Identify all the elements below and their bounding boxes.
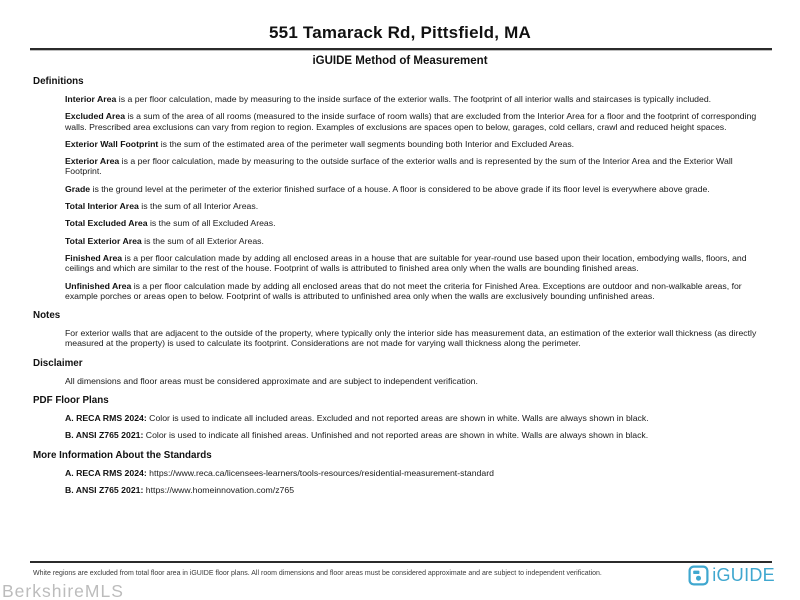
definition-total-excluded-area	[65, 218, 762, 228]
definition-text: is the ground level at the perimeter of the exterior finished surface of a house. A floor is considered to be above grade if its floor level is everywhere above grade.	[90, 183, 710, 194]
paragraph-text: For exterior walls that are adjacent to the outside of the property, where typically only the interior side has measurement data, an estimation of the exterior wall thickness (as directly measured at the property) is used to calculate its footprint. Considerations are not made for varying wall thickness along the perimeter.	[65, 328, 757, 349]
definition-term: Exterior Area	[65, 156, 120, 167]
section-heading-notes: Notes	[33, 310, 61, 322]
definition-term: Total Excluded Area	[65, 218, 148, 229]
definition-text: is a per floor calculation made by adding all enclosed areas in a house that are suitable for year-round use based upon their location, embodying walls, floors, and ceilings and which are similar to the rest of the house. Footprint of walls is attributed to finished area only when the walls are bounding finished areas.	[65, 252, 747, 274]
iguide-logo	[688, 565, 775, 586]
definition-text: is the sum of all Excluded Areas.	[147, 218, 276, 229]
berkshire-mls-watermark: BerkshireMLS	[2, 581, 124, 600]
standard-label: A. RECA RMS 2024:	[65, 467, 147, 478]
section-heading-definitions: Definitions	[33, 76, 84, 87]
paragraph-text: All dimensions and floor areas must be considered approximate and are subject to independent verification.	[65, 375, 478, 386]
definition-term: Grade	[65, 183, 91, 194]
section-heading-disclaimer: Disclaimer	[33, 357, 83, 369]
definition-total-exterior-area	[65, 236, 762, 246]
definition-text: is the sum of all Interior Areas.	[138, 201, 259, 212]
standard-text: Color is used to indicate all finished areas. Unfinished and not reported areas are shown in white. Walls are always shown in black.	[143, 430, 649, 441]
footer-disclaimer: White regions are excluded from total floor area in iGUIDE floor plans. All room dimensions and floor areas must be considered approximate and are subject to independent verification.	[33, 570, 602, 577]
definition-text: is the sum of the estimated area of the perimeter wall segments bounding both Interior and Excluded Areas.	[158, 138, 575, 149]
footer-divider	[30, 561, 772, 563]
definition-text: is a per floor calculation, made by measuring to the inside surface of the exterior walls. The footprint of all interior walls and staircases is typically included.	[116, 94, 712, 104]
standard-label: B. ANSI Z765 2021:	[65, 430, 144, 441]
iguide-logo-text: iGUIDE	[712, 565, 775, 585]
definition-text: is the sum of all Exterior Areas.	[141, 235, 264, 246]
document-body	[33, 76, 762, 495]
definition-exterior-wall-footprint	[65, 139, 762, 149]
page-subtitle: iGUIDE Method of Measurement	[312, 55, 488, 67]
definition-term: Total Exterior Area	[65, 235, 142, 246]
definition-term: Unfinished Area	[65, 280, 132, 291]
definition-term: Finished Area	[65, 252, 123, 263]
pdf-standard-ansi	[65, 430, 762, 440]
definition-term: Interior Area	[65, 94, 117, 104]
definition-text: is a per floor calculation, made by measuring to the outside surface of the exterior walls and is represented by the sum of the Interior Area and the Exterior Wall Footprint.	[65, 156, 733, 177]
standard-label: B. ANSI Z765 2021:	[65, 484, 144, 495]
standard-link-ansi	[65, 485, 762, 495]
definition-text: is a per floor calculation made by adding all enclosed areas that do not meet the criteria for Finished Area. Exceptions are outdoor and non-walkable areas, for example porches or areas open to below. Footprint of walls is attributed to unfinished area only when the walls are exclusively bounding unfinished areas.	[65, 280, 742, 301]
section-heading-pdf-floor-plans: PDF Floor Plans	[33, 395, 109, 407]
standard-label: A. RECA RMS 2024:	[65, 413, 147, 424]
notes-paragraph	[65, 328, 762, 349]
definition-term: Total Interior Area	[65, 201, 139, 212]
header-divider	[30, 48, 772, 51]
pdf-standard-reca	[65, 413, 762, 423]
definition-finished-area	[65, 253, 762, 274]
standard-link-reca	[65, 468, 762, 478]
definition-term: Exterior Wall Footprint	[65, 138, 159, 149]
definition-text: is a sum of the area of all rooms (measured to the inside surface of room walls) that are excluded from the Interior Area for a floor and the footprint of corresponding walls. Prescribed area exclusions can vary from region to region. Examples of exclusions are spaces open to below, garages, cold cellars, crawl and reduced height spaces.	[65, 111, 757, 132]
definition-excluded-area	[65, 111, 762, 132]
definition-total-interior-area	[65, 201, 762, 211]
definition-interior-area	[65, 94, 762, 104]
definition-grade	[65, 184, 762, 194]
definition-term: Excluded Area	[65, 111, 126, 122]
iguide-camera-icon	[688, 565, 709, 586]
disclaimer-paragraph	[65, 376, 762, 386]
definition-unfinished-area	[65, 281, 762, 302]
page-title: 551 Tamarack Rd, Pittsfield, MA	[269, 23, 531, 42]
standard-url: https://www.reca.ca/licensees-learners/tools-resources/residential-measurement-standard	[146, 467, 494, 478]
standard-url: https://www.homeinnovation.com/z765	[143, 484, 295, 495]
standard-text: Color is used to indicate all included areas. Excluded and not reported areas are shown in white. Walls are always shown in black.	[146, 413, 649, 424]
section-heading-more-information: More Information About the Standards	[33, 449, 212, 461]
definition-exterior-area	[65, 156, 762, 177]
